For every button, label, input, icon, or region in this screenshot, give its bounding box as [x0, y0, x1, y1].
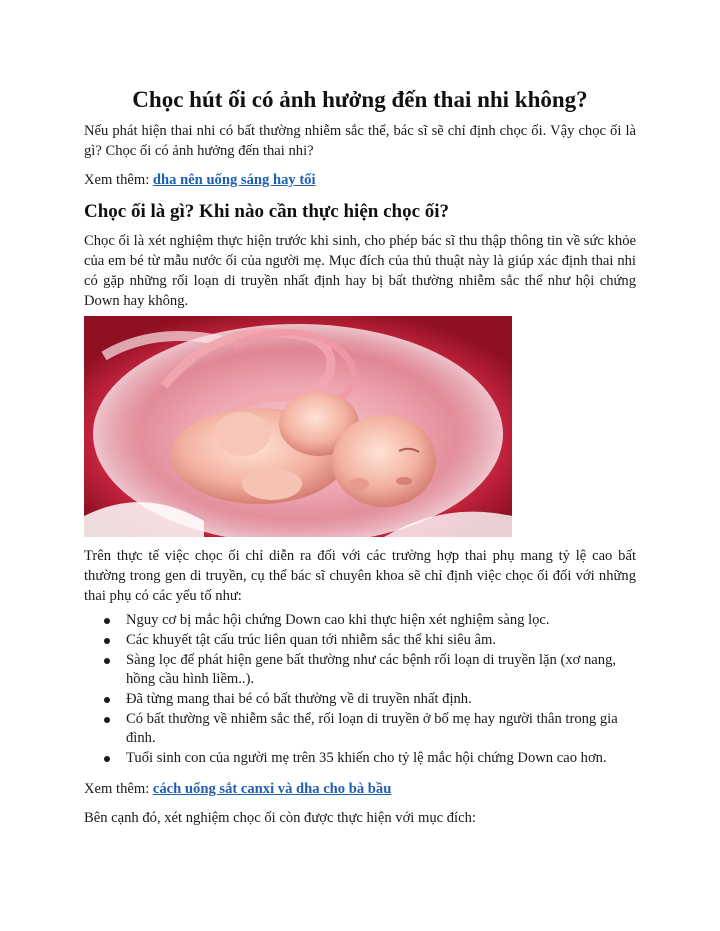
bullet-icon	[104, 638, 110, 644]
list-item-text: Tuổi sinh con của người mẹ trên 35 khiến cho tỷ lệ mắc hội chứng Down cao hơn.	[126, 750, 607, 766]
see-also-2	[84, 779, 636, 799]
list-item-text: Đã từng mang thai bé có bất thường về di truyền nhất định.	[126, 691, 472, 707]
list-item	[84, 690, 636, 709]
bullet-icon	[104, 658, 110, 664]
section-heading: Chọc ối là gì? Khi nào cần thực hiện chọc ối?	[84, 201, 450, 222]
fetus-photo	[84, 316, 512, 537]
also-paragraph: Bên cạnh đó, xét nghiệm chọc ối còn được thực hiện với mục đích:	[84, 810, 476, 826]
bullet-icon	[104, 697, 110, 703]
list-item	[84, 749, 636, 768]
intro-paragraph: Nếu phát hiện thai nhi có bất thường nhiễm sắc thể, bác sĩ sẽ chỉ định chọc ối. Vậy chọc ối là gì? Chọc ối có ảnh hưởng đến thai nhi?	[84, 123, 636, 159]
list-item-text: Có bất thường về nhiễm sắc thể, rối loạn di truyền ở bố mẹ hay người thân trong gia đình.	[126, 711, 618, 746]
see-also-1-link[interactable]: dha nên uống sáng hay tối	[152, 172, 316, 188]
risk-factor-list	[84, 611, 636, 769]
article-title: Chọc hút ối có ảnh hưởng đến thai nhi không?	[132, 87, 588, 112]
list-item	[84, 651, 636, 689]
list-item	[84, 631, 636, 650]
bullet-icon	[104, 756, 110, 762]
bullet-icon	[104, 717, 110, 723]
fact-paragraph: Trên thực tế việc chọc ối chỉ diễn ra đối với các trường hợp thai phụ mang tỷ lệ cao bất thường trong gen di truyền, cụ thể bác sĩ chuyên khoa sẽ chỉ định việc chọc ối đối với những thai phụ có các yếu tố như:	[84, 548, 636, 604]
list-item-text: Nguy cơ bị mắc hội chứng Down cao khi thực hiện xét nghiệm sàng lọc.	[126, 612, 550, 628]
see-also-1	[84, 170, 636, 190]
see-also-1-prefix: Xem thêm:	[84, 172, 153, 188]
list-item	[84, 611, 636, 630]
see-also-2-prefix: Xem thêm:	[84, 781, 153, 797]
list-item	[84, 710, 636, 748]
list-item-text: Các khuyết tật cấu trúc liên quan tới nhiễm sắc thể khi siêu âm.	[126, 632, 497, 648]
list-item-text: Sàng lọc để phát hiện gene bất thường như các bệnh rối loạn di truyền lặn (xơ nang, hồng cầu hình liềm..).	[126, 652, 617, 687]
see-also-2-link[interactable]: cách uống sắt canxi và dha cho bà bầu	[152, 781, 392, 797]
bullet-icon	[104, 618, 110, 624]
definition-paragraph: Chọc ối là xét nghiệm thực hiện trước khi sinh, cho phép bác sĩ thu thập thông tin về sức khỏe của em bé từ mẫu nước ối của người mẹ. Mục đích của thủ thuật này là giúp xác định thai nhi có gặp những rối loạn di truyền nhất định hay bị bất thường nhiễm sắc thể như hội chứng Down hay không.	[84, 233, 636, 309]
